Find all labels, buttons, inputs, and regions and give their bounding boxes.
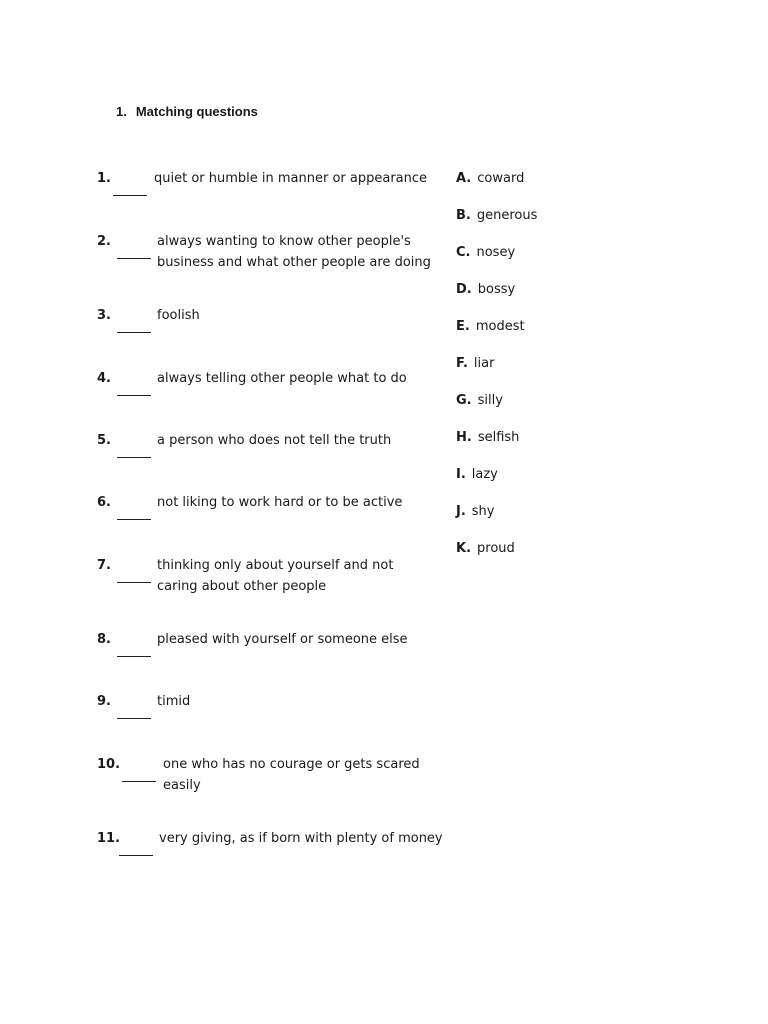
- option-word: coward: [477, 171, 525, 186]
- question-number: 2.: [97, 234, 111, 249]
- option-item: [456, 502, 495, 522]
- option-item: [456, 243, 515, 263]
- option-letter: I.: [456, 467, 466, 482]
- question-number: 10.: [97, 757, 121, 772]
- answer-blank[interactable]: [117, 561, 151, 583]
- option-letter: B.: [456, 208, 471, 223]
- answer-blank[interactable]: [117, 237, 151, 259]
- question-number: 8.: [97, 632, 111, 647]
- answer-blank[interactable]: [117, 635, 151, 657]
- option-item: [456, 354, 494, 374]
- option-item: [456, 539, 515, 559]
- question-number: 9.: [97, 694, 111, 709]
- answer-blank[interactable]: [117, 374, 151, 396]
- option-word: bossy: [477, 282, 516, 297]
- option-letter: J.: [456, 504, 466, 519]
- option-letter: E.: [456, 319, 470, 334]
- option-letter: D.: [456, 282, 472, 297]
- question-text: timid: [157, 694, 191, 709]
- answer-blank[interactable]: [122, 760, 156, 782]
- section-number: 1.: [116, 104, 127, 119]
- option-word: proud: [477, 541, 515, 556]
- option-word: selfish: [477, 430, 520, 445]
- option-letter: G.: [456, 393, 472, 408]
- question-number: 4.: [97, 371, 111, 386]
- option-item: [456, 391, 503, 411]
- section-heading: [116, 104, 258, 119]
- question-text: always telling other people what to do: [157, 371, 407, 386]
- question-number: 6.: [97, 495, 111, 510]
- answer-blank[interactable]: [113, 174, 147, 196]
- option-item: [456, 465, 498, 485]
- question-text: pleased with yourself or someone else: [157, 632, 408, 647]
- option-item: [456, 280, 515, 300]
- option-letter: K.: [456, 541, 472, 556]
- option-word: modest: [475, 319, 525, 334]
- question-number: 5.: [97, 433, 111, 448]
- option-item: [456, 428, 519, 448]
- option-letter: C.: [456, 245, 471, 260]
- question-text: thinking only about yourself and not caring about other people: [157, 558, 394, 594]
- question-number: 7.: [97, 558, 111, 573]
- option-word: lazy: [471, 467, 498, 482]
- answer-blank[interactable]: [117, 498, 151, 520]
- question-text: a person who does not tell the truth: [157, 433, 392, 448]
- section-title: Matching questions: [135, 104, 258, 119]
- answer-blank[interactable]: [117, 436, 151, 458]
- option-item: [456, 206, 537, 226]
- question-number: 1.: [97, 171, 111, 186]
- question-text: not liking to work hard or to be active: [157, 495, 403, 510]
- option-item: [456, 169, 524, 189]
- option-letter: F.: [456, 356, 468, 371]
- answer-blank[interactable]: [117, 311, 151, 333]
- option-letter: H.: [456, 430, 472, 445]
- question-text: quiet or humble in manner or appearance: [154, 171, 428, 186]
- option-word: liar: [473, 356, 495, 371]
- option-word: silly: [477, 393, 503, 408]
- answer-blank[interactable]: [117, 697, 151, 719]
- question-number: 11.: [97, 831, 121, 846]
- option-item: [456, 317, 525, 337]
- option-word: shy: [471, 504, 495, 519]
- option-letter: A.: [456, 171, 472, 186]
- option-word: nosey: [476, 245, 516, 260]
- answer-blank[interactable]: [119, 834, 153, 856]
- question-text: one who has no courage or gets scared easily: [163, 757, 420, 793]
- question-text: very giving, as if born with plenty of money: [159, 831, 443, 846]
- question-text: foolish: [157, 308, 200, 323]
- option-word: generous: [476, 208, 538, 223]
- question-text: always wanting to know other people's business and what other people are doing: [157, 234, 431, 270]
- question-number: 3.: [97, 308, 111, 323]
